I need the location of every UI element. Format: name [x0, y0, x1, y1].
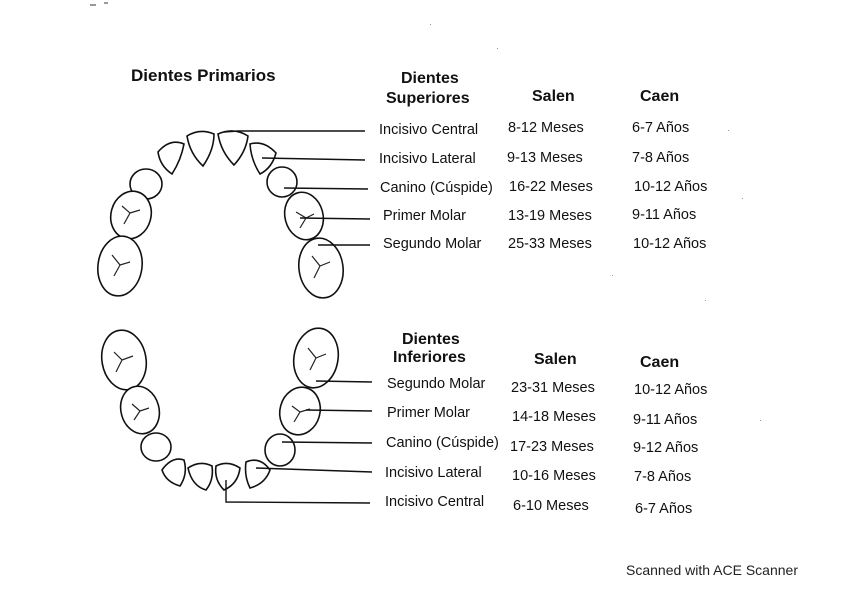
page-title: Dientes Primarios [131, 66, 276, 85]
leader-upper-first-molar [300, 218, 370, 219]
upper-row-2-erupt: 16-22 Meses [509, 179, 593, 195]
lower-lateral-incisor-right [246, 460, 271, 488]
upper-central-incisor-right [218, 131, 248, 165]
upper-group-line1: Dientes [401, 70, 459, 87]
lower-row-0-shed: 10-12 Años [634, 382, 708, 398]
upper-central-incisor-left [187, 131, 214, 166]
lower-first-molar-right [274, 383, 325, 440]
upper-row-1-erupt: 9-13 Meses [507, 150, 583, 166]
lower-second-molar-left [97, 327, 151, 394]
lower-col-shed-header: Caen [640, 354, 680, 371]
lower-row-0-name: Segundo Molar [387, 376, 486, 392]
upper-row-3-erupt: 13-19 Meses [508, 208, 592, 224]
leader-lower-second-molar [316, 381, 372, 382]
lower-row-2-erupt: 17-23 Meses [510, 439, 594, 455]
lower-row-4-name: Incisivo Central [385, 494, 485, 510]
lower-row-3-erupt: 10-16 Meses [512, 468, 596, 484]
upper-row-1-name: Incisivo Lateral [379, 151, 476, 167]
upper-row-4-erupt: 25-33 Meses [508, 236, 592, 252]
upper-row-0-shed: 6-7 Años [632, 120, 690, 136]
lower-arch [97, 325, 343, 490]
upper-lateral-incisor-left [158, 142, 184, 174]
leader-lower-canine [282, 442, 372, 443]
lower-canine-right [265, 434, 295, 466]
upper-row-4-shed: 10-12 Años [633, 236, 707, 252]
upper-group-line2: Superiores [386, 90, 470, 107]
upper-row-3-shed: 9-11 Años [632, 207, 697, 223]
lower-row-4-shed: 6-7 Años [635, 501, 693, 517]
upper-arch [94, 131, 347, 301]
lower-col-erupt-header: Salen [534, 351, 577, 368]
lower-lateral-incisor-left [162, 459, 185, 486]
lower-row-1-name: Primer Molar [387, 405, 470, 421]
leader-lower-lateral [256, 468, 372, 472]
lower-row-2-name: Canino (Cúspide) [386, 435, 499, 451]
upper-row-3-name: Primer Molar [383, 208, 466, 224]
lower-row-4-erupt: 6-10 Meses [513, 498, 589, 514]
lower-row-1-shed: 9-11 Años [633, 412, 698, 428]
lower-row-1-erupt: 14-18 Meses [512, 409, 596, 425]
leader-lower-first-molar [306, 410, 372, 411]
lower-row-0-erupt: 23-31 Meses [511, 380, 595, 396]
lower-first-molar-left [115, 382, 164, 438]
leader-upper-canine [284, 188, 368, 189]
upper-row-1-shed: 7-8 Años [632, 150, 690, 166]
lower-canine-left [141, 433, 171, 461]
upper-col-erupt-header: Salen [532, 88, 575, 105]
lower-group-line1: Dientes [402, 331, 460, 348]
lower-central-incisor-left [188, 463, 212, 490]
upper-row-0-erupt: 8-12 Meses [508, 120, 584, 136]
upper-row-0-name: Incisivo Central [379, 122, 479, 138]
upper-col-shed-header: Caen [640, 88, 680, 105]
lower-central-incisor-right [216, 463, 240, 490]
lower-row-3-shed: 7-8 Años [634, 469, 692, 485]
lower-group-line2: Inferiores [393, 349, 466, 366]
upper-row-4-name: Segundo Molar [383, 236, 482, 252]
lower-row-3-name: Incisivo Lateral [385, 465, 482, 481]
lower-row-2-shed: 9-12 Años [633, 440, 699, 456]
upper-canine-right [267, 167, 297, 197]
scanner-watermark: Scanned with ACE Scanner [626, 562, 798, 578]
leader-upper-lateral [262, 158, 365, 160]
upper-row-2-shed: 10-12 Años [634, 179, 708, 195]
upper-row-2-name: Canino (Cúspide) [380, 180, 493, 196]
leader-upper-central [224, 131, 365, 132]
